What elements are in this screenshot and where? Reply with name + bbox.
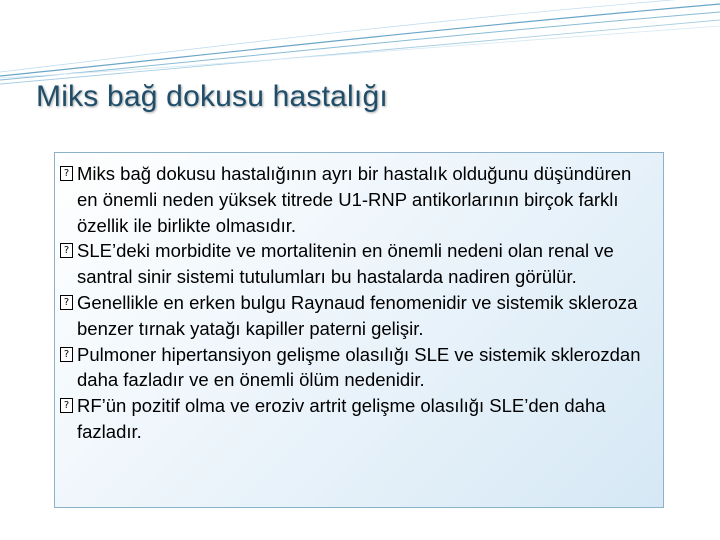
bullet-item <box>59 393 651 445</box>
missing-glyph-bullet-icon: ? <box>60 347 73 362</box>
bullet-text: Miks bağ dokusu hastalığının ayrı bir hastalık olduğunu düşündüren en önemli neden yüksek titrede U1-RNP antikorlarının birçok farklı özellik ile birlikte olmasıdır. <box>77 163 632 236</box>
bullet-item <box>59 290 651 342</box>
bullet-text: Genellikle en erken bulgu Raynaud fenomenidir ve sistemik skleroza benzer tırnak yatağı kapiller paterni gelişir. <box>77 291 638 339</box>
missing-glyph-bullet-icon: ? <box>60 295 73 310</box>
bullet-list <box>59 161 651 445</box>
slide-title: Miks bağ dokusu hastalığı <box>36 80 388 113</box>
missing-glyph-bullet-icon: ? <box>60 166 73 181</box>
missing-glyph-bullet-icon: ? <box>60 398 73 413</box>
bullet-item <box>59 342 651 394</box>
content-box <box>54 152 664 508</box>
bullet-text: SLE’deki morbidite ve mortalitenin en önemli nedeni olan renal ve santral sinir sistemi tutulumları bu hastalarda nadiren görülür. <box>77 240 614 288</box>
missing-glyph-bullet-icon: ? <box>60 243 73 258</box>
header-swoosh-decoration <box>0 0 720 90</box>
bullet-text: RF’ün pozitif olma ve eroziv artrit gelişme olasılığı SLE’den daha fazladır. <box>77 395 606 442</box>
bullet-item <box>59 161 651 238</box>
bullet-text: Pulmoner hipertansiyon gelişme olasılığı SLE ve sistemik sklerozdan daha fazladır ve en önemli ölüm nedenidir. <box>77 343 641 391</box>
bullet-item <box>59 238 651 290</box>
